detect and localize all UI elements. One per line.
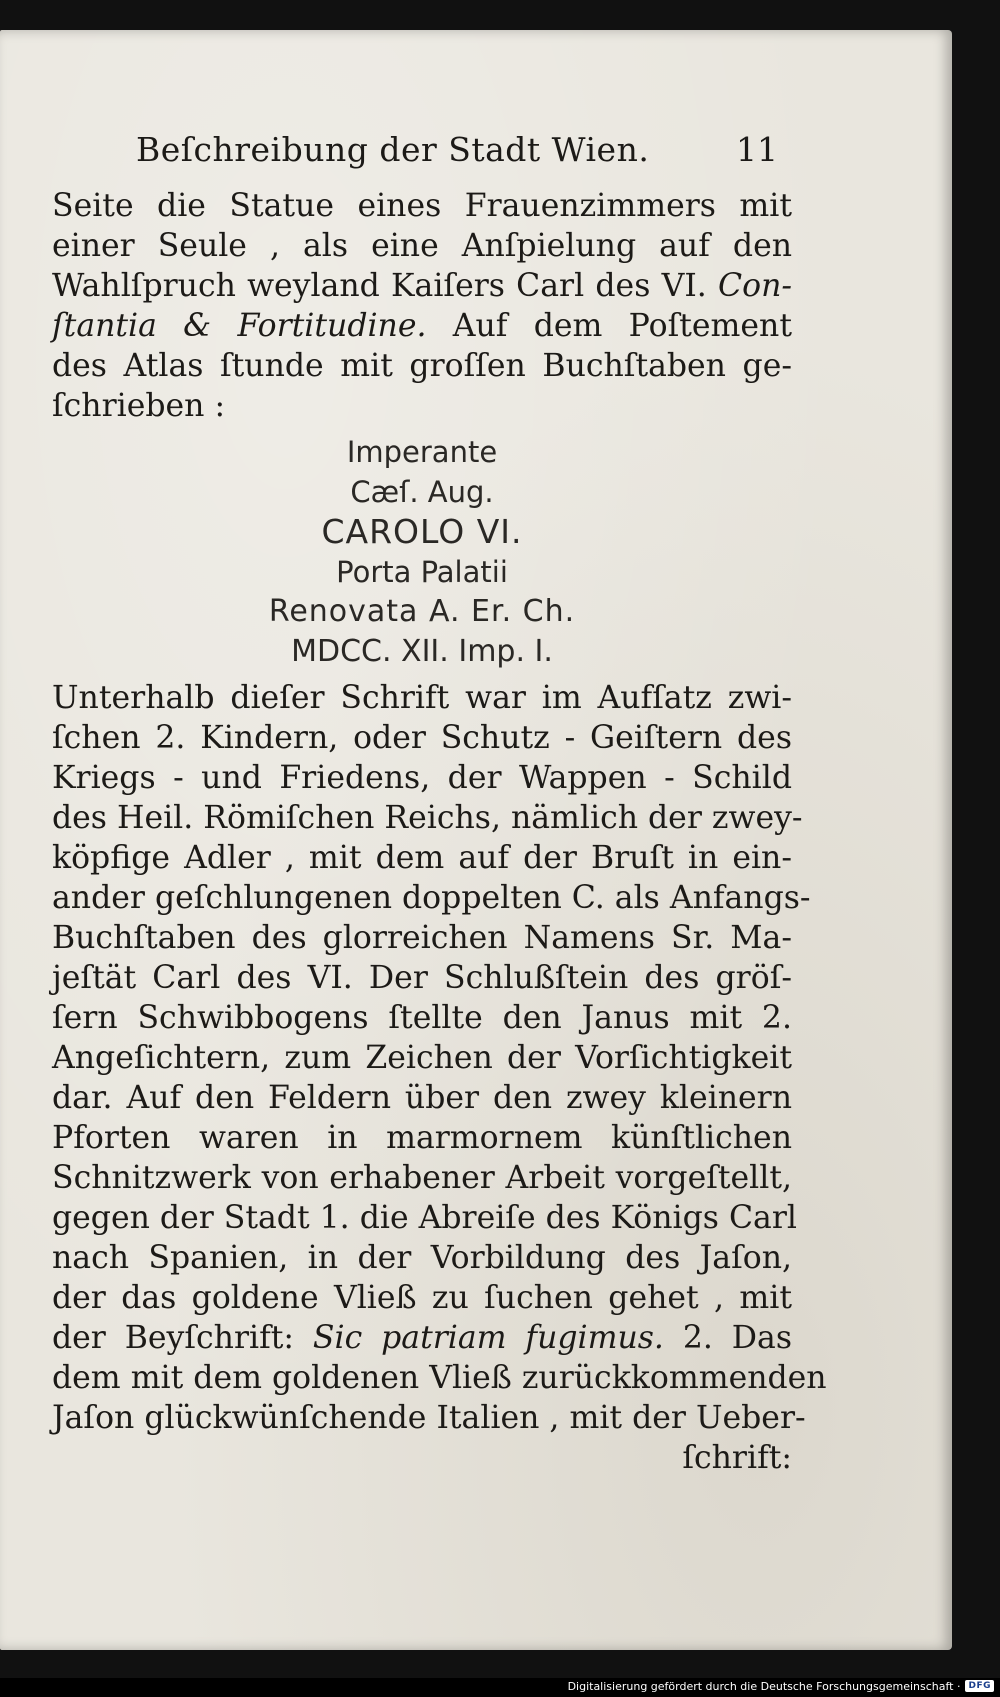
running-head (136, 130, 792, 186)
italic-segment: Sic patriam fugimus. (312, 1320, 664, 1356)
text-line (52, 306, 792, 346)
text-line: Pforten waren in marmornem künſtlichen (52, 1120, 792, 1156)
inscription-line: Renovata A. Er. Ch. (268, 594, 576, 629)
text-segment: Auf dem Poſtement (426, 308, 792, 344)
text-line: Unterhalb dieſer Schrift war im Aufſatz zwi- (52, 680, 792, 716)
text-line: Angeſichtern, zum Zeichen der Vorſichtigkeit (52, 1040, 792, 1076)
text-line: ander geſchlungenen doppelten C. als Anfangs- (52, 880, 811, 916)
text-line: der das goldene Vließ zu ſuchen gehet , mit (52, 1280, 792, 1316)
running-head-title: Beſchreibung der Stadt Wien. (136, 130, 650, 169)
text-line: ſern Schwibbogens ſtellte den Janus mit 2. (52, 1000, 792, 1036)
text-line: dar. Auf den Feldern über den zwey kleinern (52, 1080, 792, 1116)
italic-segment: ſtantia & Fortitudine. (52, 308, 427, 344)
text-line: nach Spanien, in der Vorbildung des Jaſon, (52, 1240, 792, 1276)
text-line: gegen der Stadt 1. die Abreiſe des Königs Carl (52, 1200, 797, 1236)
book-page (0, 30, 952, 1650)
inscription (52, 432, 792, 672)
page-number: 11 (736, 130, 778, 169)
text-line: ſchrieben : (52, 388, 226, 424)
page-text-block (52, 130, 827, 1478)
text-line: Jaſon glückwünſchende Italien , mit der Ueber- (52, 1400, 806, 1436)
text-segment: 2. Das (663, 1320, 792, 1356)
text-line: ſchen 2. Kindern, oder Schutz - Geiſtern des (52, 720, 792, 756)
text-line: einer Seule , als eine Anſpielung auf den (52, 228, 792, 264)
inscription-line: MDCC. XII. Imp. I. (291, 634, 553, 669)
text-segment: Wahlſpruch weyland Kaiſers Carl des VI. (52, 268, 718, 304)
catchword: ſchrift: (682, 1440, 792, 1476)
text-line: Buchſtaben des glorreichen Namens Sr. Ma- (52, 920, 792, 956)
text-line: Kriegs - und Friedens, der Wappen - Schild (52, 760, 792, 796)
digitization-credit (568, 1677, 994, 1695)
text-line: jeſtät Carl des VI. Der Schlußſtein des gröſ- (52, 960, 792, 996)
text-line: des Heil. Römiſchen Reichs, nämlich der zwey- (52, 800, 803, 836)
text-line: dem mit dem goldenen Vließ zurückkommenden (52, 1360, 827, 1396)
italic-segment: Con- (718, 268, 792, 304)
inscription-line: CAROLO VI. (321, 512, 523, 551)
inscription-line: Cæſ. Aug. (350, 475, 494, 509)
text-segment: der Beyſchrift: (52, 1320, 313, 1356)
credit-text: Digitalisierung gefördert durch die Deutsche Forschungsgemeinschaft · (567, 1679, 961, 1693)
text-line (52, 266, 792, 306)
dfg-logo-icon: DFG (965, 1680, 994, 1692)
text-line: Schnitzwerk von erhabener Arbeit vorgeſtellt, (52, 1160, 792, 1196)
paragraph-1 (52, 186, 792, 426)
inscription-line: Imperante (346, 435, 498, 469)
paragraph-2 (52, 678, 827, 1478)
text-line: köpfige Adler , mit dem auf der Bruſt in ein- (52, 840, 792, 876)
text-line (52, 1318, 792, 1358)
inscription-line: Porta Palatii (336, 555, 508, 589)
text-line: des Atlas ſtunde mit groſſen Buchſtaben ge- (52, 348, 792, 384)
text-line: Seite die Statue eines Frauenzimmers mit (52, 188, 792, 224)
